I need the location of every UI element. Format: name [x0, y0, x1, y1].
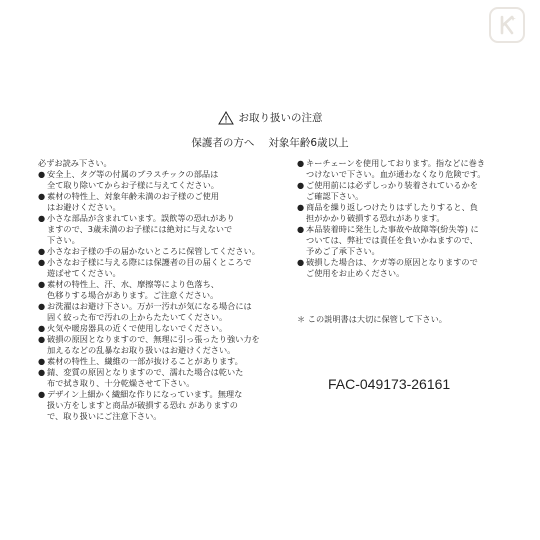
- caution-item: [38, 356, 263, 367]
- caution-text: [47, 367, 263, 389]
- caution-line: つけないで下さい。血が通わなくなり危険です。: [306, 169, 486, 179]
- k-logo-icon: [496, 14, 518, 36]
- caution-line: で、取り扱いにご注意下さい。: [47, 411, 162, 421]
- caution-line: キーチェーンを使用しております。指などに巻き: [306, 158, 486, 168]
- caution-item: [297, 158, 502, 180]
- caution-item: [297, 180, 502, 202]
- caution-line: 素材の特性上、汗、水、摩擦等により色落ち、: [47, 279, 219, 289]
- caution-line: 予めご了承下さい。: [306, 246, 380, 256]
- caution-item: [38, 323, 263, 334]
- caution-line: 小さなお子様に与える際には保護者の目の届くところで: [47, 257, 252, 267]
- left-column: [38, 158, 263, 422]
- guardian-label: 保護者の方へ: [191, 137, 255, 149]
- caution-line: ご使用をお止めください。: [306, 268, 405, 278]
- caution-item: [38, 246, 263, 257]
- bullet-icon: ●: [297, 257, 305, 267]
- caution-line: はお避けください。: [47, 202, 121, 212]
- caution-line: ご使用前には必ずしっかり装着されているかを: [306, 180, 478, 190]
- caution-text: [47, 246, 263, 257]
- caution-text: [47, 301, 263, 323]
- caution-item: [38, 191, 263, 213]
- caution-text: [47, 191, 263, 213]
- caution-line: デザイン上細かく繊細な作りになっています。無理な: [47, 389, 243, 399]
- caution-text: [47, 279, 263, 301]
- caution-line: ついては、弊社では責任を負いかねますので、: [306, 235, 478, 245]
- caution-text: [47, 169, 263, 191]
- bullet-icon: ●: [297, 202, 305, 212]
- caution-line: 小さな部品が含まれています。誤飲等の恐れがあり: [47, 213, 235, 223]
- caution-item: [297, 202, 502, 224]
- caution-line: 固く絞った布で汚れの上からたたいてください。: [47, 312, 228, 322]
- bullet-icon: ●: [38, 389, 46, 399]
- bullet-icon: ●: [38, 279, 46, 289]
- bullet-icon: ●: [297, 224, 305, 234]
- caution-line: 下さい。: [47, 235, 80, 245]
- caution-item: [38, 389, 263, 422]
- caution-item: [38, 334, 263, 356]
- guardian-row: [0, 135, 540, 150]
- caution-item: [297, 224, 502, 257]
- caution-line: 本品装着時に発生した事故や故障等(紛失等) に: [306, 224, 479, 234]
- caution-text: [306, 224, 502, 257]
- brand-logo: [489, 7, 525, 43]
- caution-line: お洗濯はお避け下さい。万が一汚れが気になる場合には: [47, 301, 252, 311]
- bullet-icon: ●: [38, 301, 46, 311]
- caution-item: [38, 169, 263, 191]
- caution-line: 布で拭き取り、十分乾燥させて下さい。: [47, 378, 195, 388]
- product-code: FAC-049173-26161: [328, 376, 451, 392]
- caution-item: [38, 279, 263, 301]
- caution-line: 色移りする場合があります。ご注意ください。: [47, 290, 219, 300]
- caution-line: 破損の原因となりますので、無理に引っ張ったり強い力を: [47, 334, 260, 344]
- caution-text: [306, 180, 502, 202]
- bullet-icon: ●: [297, 180, 305, 190]
- caution-line: 全て取り除いてからお子様に与えてください。: [47, 180, 219, 190]
- caution-item: [297, 257, 502, 279]
- caution-line: 遊ばせてください。: [47, 268, 121, 278]
- age-label: 対象年齢6歳以上: [268, 137, 349, 149]
- bullet-icon: ●: [297, 158, 305, 168]
- caution-line: 加えるなどの乱暴なお取り扱いはお避けください。: [47, 345, 236, 355]
- bullet-icon: ●: [38, 356, 46, 366]
- caution-line: 錆、変質の原因となりますので、濡れた場合は乾いた: [47, 367, 244, 377]
- warning-triangle-icon: [218, 111, 234, 125]
- caution-text: [47, 334, 263, 356]
- bullet-icon: ●: [38, 191, 46, 201]
- caution-line: 素材の特性上、繊維の一部が抜けることがあります。: [47, 356, 243, 366]
- caution-item: [38, 257, 263, 279]
- caution-line: ご確認下さい。: [306, 191, 364, 201]
- caution-text: [306, 257, 502, 279]
- caution-line: 安全上、タグ等の付属のプラスチックの部品は: [47, 169, 219, 179]
- intro-text: 必ずお読み下さい。: [38, 158, 112, 168]
- caution-line: 担がかかり破損する恐れがあります。: [306, 213, 445, 223]
- caution-text: [47, 257, 263, 279]
- caution-line: 素材の特性上、対象年齢未満のお子様のご使用: [47, 191, 219, 201]
- caution-line: 商品を繰り返しつけたりはずしたりすると、負: [306, 202, 478, 212]
- caution-text: [47, 356, 263, 367]
- caution-text: [47, 213, 263, 246]
- caution-text: [47, 389, 263, 422]
- warning-title-row: [0, 110, 540, 125]
- bullet-icon: ●: [38, 323, 46, 333]
- bullet-icon: ●: [38, 246, 46, 256]
- caution-line: ますので、3歳未満のお子様には絶対に与えないで: [47, 224, 233, 234]
- caution-line: 火気や暖房器具の近くで使用しないでください。: [47, 323, 228, 333]
- right-column: [297, 158, 502, 279]
- bullet-icon: ●: [38, 367, 46, 377]
- caution-line: 破損した場合は、ケガ等の原因となりますので: [306, 257, 478, 267]
- warning-title: お取り扱いの注意: [238, 112, 323, 124]
- caution-text: [306, 202, 502, 224]
- caution-item: [38, 213, 263, 246]
- caution-line: 扱い方をしますと商品が破損する恐れ がありますの: [47, 400, 238, 410]
- caution-text: [47, 323, 263, 334]
- caution-item: [38, 367, 263, 389]
- bullet-icon: ●: [38, 257, 46, 267]
- bullet-icon: ●: [38, 334, 46, 344]
- caution-line: 小さなお子様の手の届かないところに保管してください。: [47, 246, 260, 256]
- storage-note: ＊ この説明書は大切に保管して下さい。: [297, 314, 447, 324]
- bullet-icon: ●: [38, 169, 46, 179]
- caution-text: [306, 158, 502, 180]
- caution-item: [38, 301, 263, 323]
- bullet-icon: ●: [38, 213, 46, 223]
